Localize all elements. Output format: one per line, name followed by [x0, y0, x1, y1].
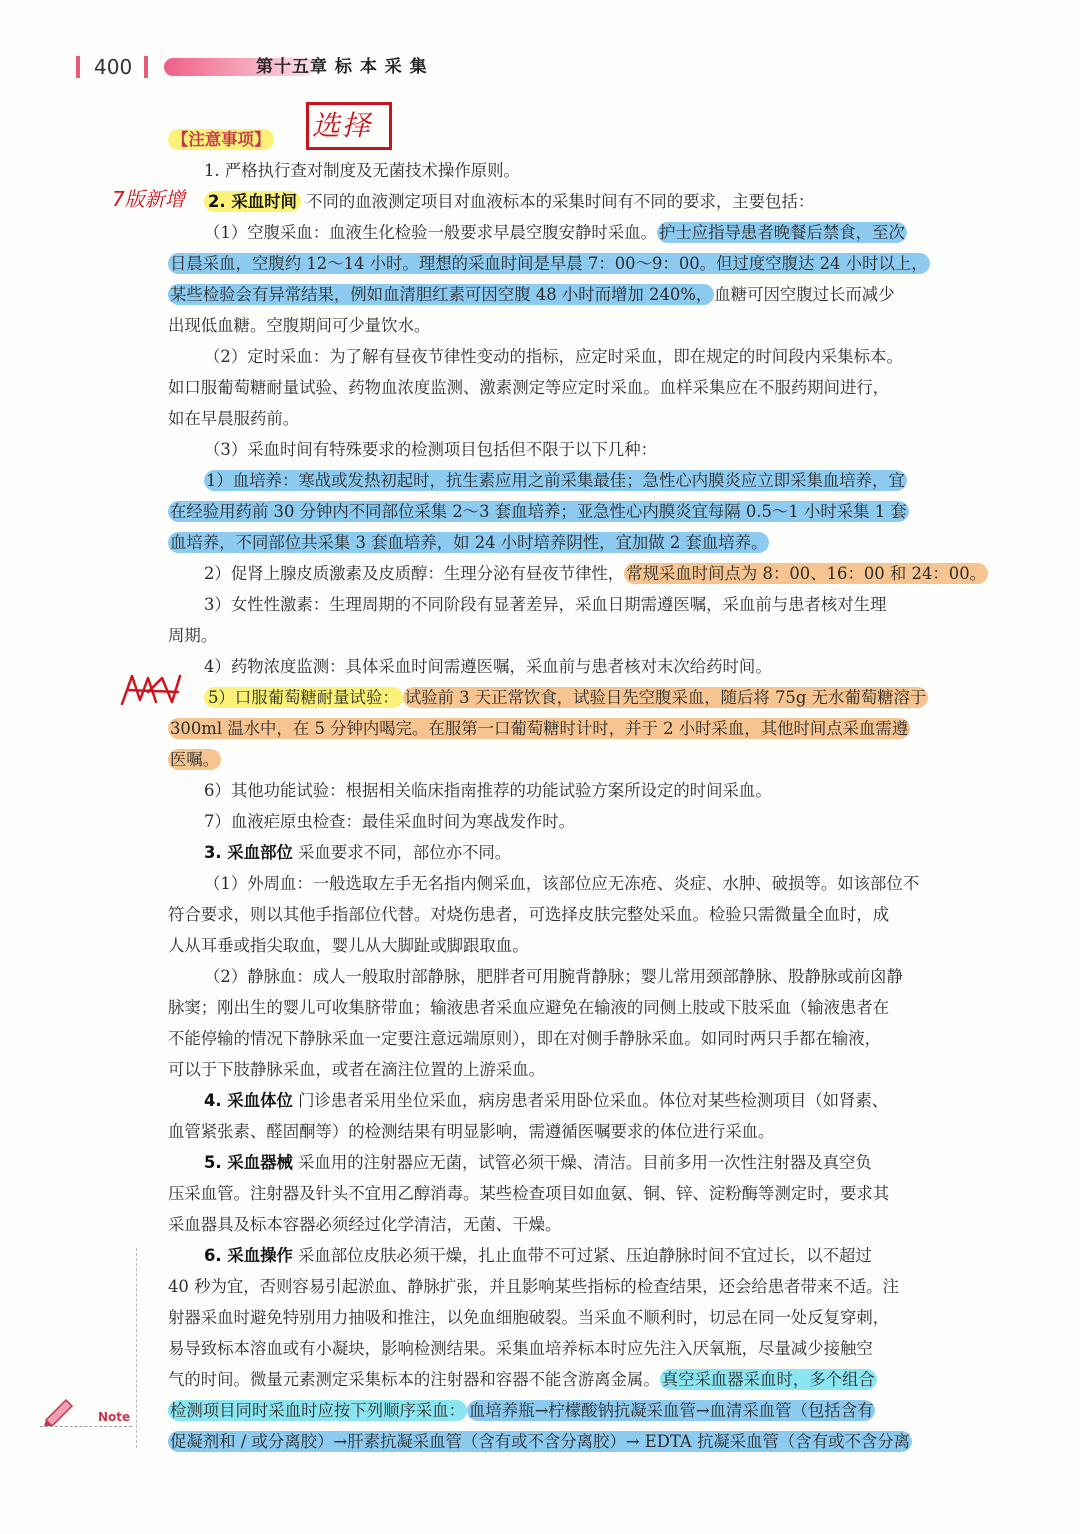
text-line	[168, 868, 994, 899]
text-segment: 射器采血时避免特别用力抽吸和推注，以免血细胞破裂。当采血不顺利时，切忌在同一处反复穿刺，	[168, 1308, 890, 1327]
chapter-title: 第十五章 标 本 采 集	[256, 57, 428, 77]
text-segment: 4）药物浓度监测：具体采血时间需遵医嘱，采血前与患者核对末次给药时间。	[204, 657, 772, 676]
highlighted-text: 试验前 3 天正常饮食，试验日先空腹采血，随后将 75g 无水葡萄糖溶于	[404, 688, 927, 707]
text-segment: （1）外周血：一般选取左手无名指内侧采血，该部位应无冻疮、炎症、水肿、破损等。如该部位不	[204, 874, 920, 893]
text-segment: 6）其他功能试验：根据相关临床指南推荐的功能试验方案所设定的时间采血。	[204, 781, 772, 800]
highlighted-text: 300ml 温水中，在 5 分钟内喝完。在服第一口葡萄糖时计时，并于 2 小时采血，其他时间点采血需遵	[170, 719, 909, 738]
text-segment: 采血器具及标本容器必须经过化学清洁，无菌、干燥。	[168, 1215, 562, 1234]
highlighted-text: 检测项目同时采血时应按下列顺序采血：	[170, 1401, 466, 1420]
text-line	[168, 837, 994, 868]
text-line	[168, 744, 994, 775]
text-line	[168, 775, 994, 806]
margin-note	[40, 1396, 132, 1446]
text-line	[168, 558, 994, 589]
text-line	[168, 527, 994, 558]
text-segment: 1. 严格执行查对制度及无菌技术操作原则。	[204, 161, 520, 180]
text-segment: 6. 采血操作	[204, 1246, 293, 1265]
highlighted-text: 血培养，不同部位共采集 3 套血培养，如 24 小时培养阴性，宜加做 2 套血培养。	[170, 533, 768, 552]
text-line	[168, 899, 994, 930]
text-line	[168, 1054, 994, 1085]
text-segment: 人从耳垂或指尖取血，婴儿从大脚趾或脚跟取血。	[168, 936, 529, 955]
body-text	[168, 124, 994, 1457]
text-segment: 采血要求不同，部位亦不同。	[292, 843, 512, 862]
highlighted-text: 医嘱。	[170, 750, 220, 769]
page-number: 400	[94, 55, 133, 79]
highlighted-text: 【注意事项】	[168, 129, 274, 150]
text-segment: （1）空腹采血：血液生化检验一般要求早晨空腹安静时采血。	[204, 223, 657, 242]
text-segment: 出现低血糖。空腹期间可少量饮水。	[168, 316, 431, 335]
text-line	[168, 961, 994, 992]
text-segment: 采血用的注射器应无菌，试管必须干燥、清洁。目前多用一次性注射器及真空负	[292, 1153, 872, 1172]
text-line	[168, 1023, 994, 1054]
text-segment: 脉窦；刚出生的婴儿可收集脐带血；输液患者采血应避免在输液的同侧上肢或下肢采血（输液患者在	[168, 998, 890, 1017]
text-segment: 不能停输的情况下静脉采血一定要注意远端原则），即在对侧手静脉采血。如同时两只手都在输液，	[168, 1029, 881, 1048]
note-line	[40, 1426, 132, 1427]
text-line	[168, 1147, 994, 1178]
text-line	[168, 682, 994, 713]
text-line	[168, 1209, 994, 1240]
text-segment: 周期。	[168, 626, 218, 645]
text-line	[168, 1364, 994, 1395]
text-line	[168, 589, 994, 620]
text-segment: 2）促肾上腺皮质激素及皮质醇：生理分泌有昼夜节律性，	[204, 564, 625, 583]
highlighted-text: 血培养瓶→柠檬酸钠抗凝采血管→血清采血管（包括含有	[469, 1401, 874, 1420]
text-line	[168, 434, 994, 465]
text-line	[168, 1240, 994, 1271]
handwritten-select-note: 选择	[312, 109, 373, 142]
text-line	[168, 465, 994, 496]
text-segment: 符合要求，则以其他手指部位代替。对烧伤患者，可选择皮肤完整处采血。检验只需微量全血时，成	[168, 905, 890, 924]
highlighted-text: 2. 采血时间	[204, 191, 301, 212]
highlighted-text: 1）血培养：寒战或发热初起时，抗生素应用之前采集最佳；急性心内膜炎应立即采集血培养，宜	[206, 471, 905, 490]
text-line	[168, 248, 994, 279]
text-segment: 血糖可因空腹过长而减少	[714, 285, 895, 304]
handwritten-new-note: 7版新增	[112, 187, 185, 211]
text-segment: 易导致标本溶血或有小凝块，影响检测结果。采集血培养标本时应先注入厌氧瓶，尽量减少接触空	[168, 1339, 873, 1358]
note-label: Note	[98, 1410, 131, 1424]
margin-dashed-rule	[136, 1248, 137, 1448]
text-line	[168, 1333, 994, 1364]
text-line	[168, 186, 994, 217]
text-line	[168, 620, 994, 651]
text-segment: 3. 采血部位	[204, 843, 293, 862]
text-segment: 40 秒为宜，否则容易引起淤血、静脉扩张，并且影响某些指标的检查结果，还会给患者带来不适。注	[168, 1277, 899, 1296]
text-segment: 采血部位皮肤必须干燥，扎止血带不可过紧、压迫静脉时间不宜过长，以不超过	[292, 1246, 872, 1265]
text-line	[168, 155, 994, 186]
text-segment: 血管紧张素、醛固酮等）的检测结果有明显影响，需遵循医嘱要求的体位进行采血。	[168, 1122, 775, 1141]
text-segment: （3）采血时间有特殊要求的检测项目包括但不限于以下几种：	[204, 440, 657, 459]
text-segment: 3）女性性激素：生理周期的不同阶段有显著差异，采血日期需遵医嘱，采血前与患者核对生理	[204, 595, 887, 614]
text-line	[168, 1395, 994, 1426]
text-line	[168, 651, 994, 682]
header-bar-right	[144, 56, 148, 78]
highlighted-text: 在经验用药前 30 分钟内不同部位采集 2～3 套血培养；亚急性心内膜炎宜每隔 0.5～1 小时采集 1 套	[170, 502, 907, 521]
text-segment: 可以于下肢静脉采血，或者在滴注位置的上游采血。	[168, 1060, 545, 1079]
text-line	[168, 1271, 994, 1302]
text-line	[168, 1116, 994, 1147]
header-bar-left	[76, 56, 80, 78]
page-header	[76, 54, 676, 82]
highlighted-text: 护士应指导患者晚餐后禁食，至次	[658, 223, 905, 242]
highlighted-text: 某些检验会有异常结果，例如血清胆红素可因空腹 48 小时而增加 240%，	[170, 285, 713, 304]
text-segment: 4. 采血体位	[204, 1091, 293, 1110]
pen-icon	[42, 1396, 76, 1426]
text-segment: 压采血管。注射器及针头不宜用乙醇消毒。某些检查项目如血氨、铜、锌、淀粉酶等测定时，要求其	[168, 1184, 890, 1203]
text-segment: 如在早晨服药前。	[168, 409, 300, 428]
text-line	[168, 1302, 994, 1333]
text-line	[168, 930, 994, 961]
text-segment: 门诊患者采用坐位采血，病房患者采用卧位采血。体位对某些检测项目（如肾素、	[292, 1091, 889, 1110]
text-line	[168, 341, 994, 372]
text-segment: 如口服葡萄糖耐量试验、药物血浓度监测、激素测定等应定时采血。血样采集应在不服药期间进行，	[168, 378, 890, 397]
text-segment: （2）定时采血：为了解有昼夜节律性变动的指标，应定时采血，即在规定的时间段内采集标本。	[204, 347, 903, 366]
text-segment: （2）静脉血：成人一般取肘部静脉，肥胖者可用腕背静脉；婴儿常用颈部静脉、股静脉或前囟静	[204, 967, 903, 986]
text-line	[168, 1178, 994, 1209]
highlighted-text: 常规采血时间点为 8：00、16：00 和 24：00。	[626, 564, 987, 583]
highlighted-text: 真空采血器采血时，多个组合	[661, 1370, 875, 1389]
highlighted-text: 5）口服葡萄糖耐量试验：	[204, 687, 403, 708]
text-line	[168, 124, 994, 155]
text-line	[168, 806, 994, 837]
text-line	[168, 372, 994, 403]
text-line	[168, 992, 994, 1023]
text-line	[168, 496, 994, 527]
text-segment: 5. 采血器械	[204, 1153, 293, 1172]
text-line	[168, 310, 994, 341]
text-line	[168, 217, 994, 248]
text-segment: 气的时间。微量元素测定采集标本的注射器和容器不能含游离金属。	[168, 1370, 660, 1389]
text-line	[168, 279, 994, 310]
text-segment: 7）血液疟原虫检查：最佳采血时间为寒战发作时。	[204, 812, 576, 831]
text-line	[168, 1085, 994, 1116]
highlighted-text: 促凝剂和 / 或分离胶）→肝素抗凝采血管（含有或不含分离胶）→ EDTA 抗凝采血管（含有或不含分离	[170, 1432, 911, 1451]
text-line	[168, 1426, 994, 1457]
highlighted-text: 日晨采血，空腹约 12～14 小时。理想的采血时间是早晨 7：00～9：00。但过度空腹达 24 小时以上，	[170, 254, 928, 273]
text-line	[168, 403, 994, 434]
text-line	[168, 713, 994, 744]
text-segment: 不同的血液测定项目对血液标本的采集时间有不同的要求，主要包括：	[300, 192, 815, 211]
